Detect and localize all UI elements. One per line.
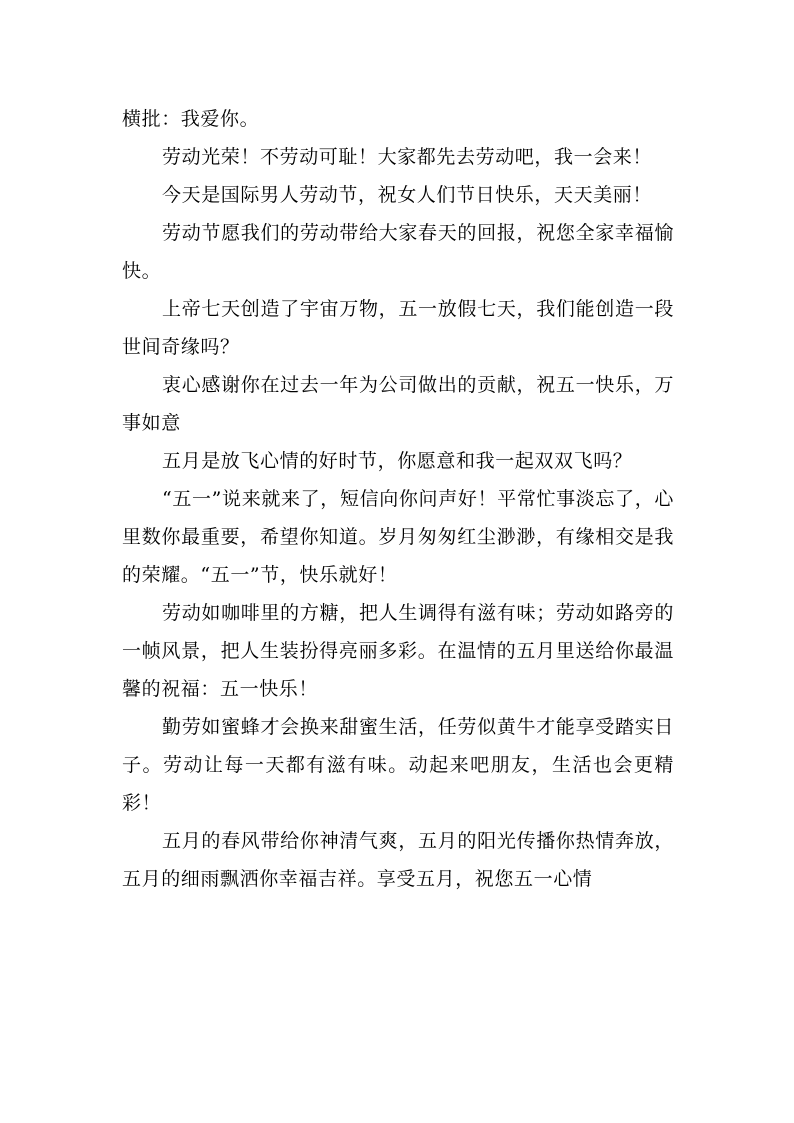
paragraph: 五月是放飞心情的好时节，你愿意和我一起双双飞吗？	[162, 450, 633, 472]
document-body	[122, 100, 674, 898]
paragraph: 衷心感谢你在过去一年为公司做出的贡献，祝五一快乐，万事如意	[122, 374, 674, 434]
paragraph-couplet-heading: 横批：我爱你。	[122, 108, 260, 130]
paragraph: 上帝七天创造了宇宙万物，五一放假七天，我们能创造一段世间奇缘吗？	[122, 298, 674, 358]
paragraph: 劳动光荣！不劳动可耻！大家都先去劳动吧，我一会来！	[162, 146, 653, 168]
paragraph: 今天是国际男人劳动节，祝女人们节日快乐，天天美丽！	[162, 184, 653, 206]
paragraph: 五月的春风带给你神清气爽，五月的阳光传播你热情奔放，五月的细雨飘洒你幸福吉祥。享受五月，祝您五一心情	[122, 830, 674, 890]
paragraph: “五一”说来就来了，短信向你问声好！平常忙事淡忘了，心里数你最重要，希望你知道。岁月匆匆红尘渺渺，有缘相交是我的荣耀。“五一”节，快乐就好！	[122, 488, 674, 586]
paragraph: 劳动如咖啡里的方糖，把人生调得有滋有味；劳动如路旁的一帧风景，把人生装扮得亮丽多彩。在温情的五月里送给你最温馨的祝福：五一快乐！	[122, 602, 674, 700]
paragraph: 劳动节愿我们的劳动带给大家春天的回报，祝您全家幸福愉快。	[122, 222, 674, 282]
paragraph: 勤劳如蜜蜂才会换来甜蜜生活，任劳似黄牛才能享受踏实日子。劳动让每一天都有滋有味。动起来吧朋友，生活也会更精彩！	[122, 716, 674, 814]
